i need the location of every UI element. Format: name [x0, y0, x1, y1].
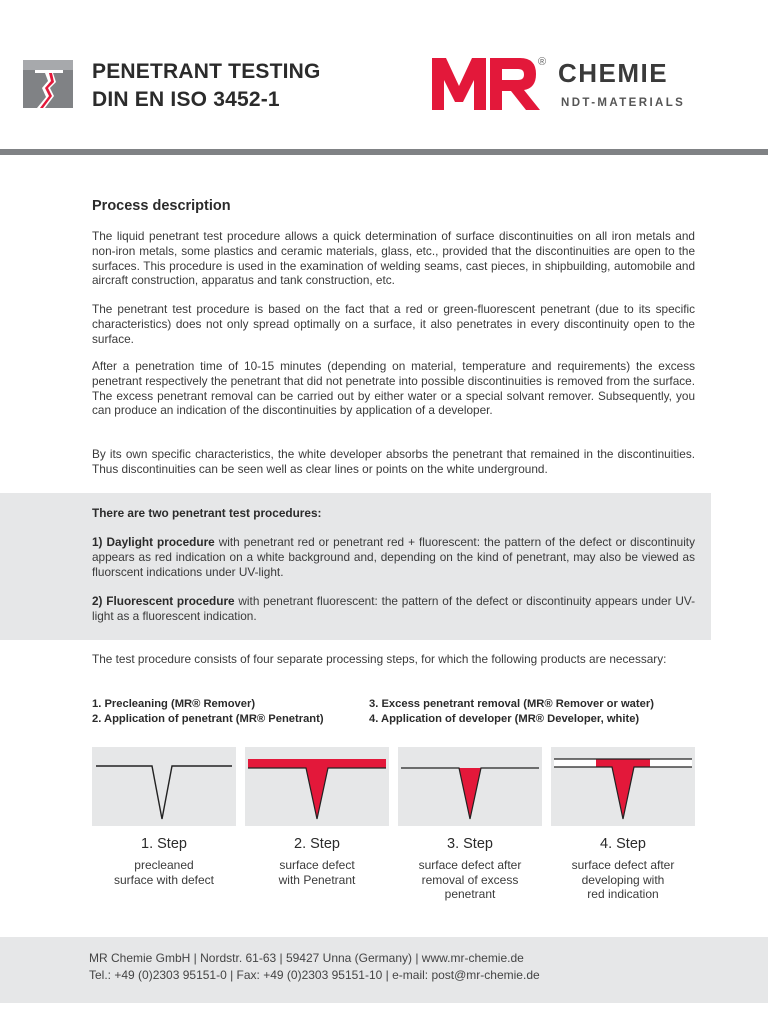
- daylight-label: 1) Daylight procedure: [92, 535, 215, 549]
- fluorescent-procedure: [92, 594, 695, 624]
- step-2-diagram: [245, 747, 389, 826]
- step-4-title: 4. Step: [600, 836, 646, 852]
- product-item-2: 2. Application of penetrant (MR® Penetrant): [92, 712, 324, 725]
- registered-mark: ®: [538, 56, 547, 68]
- title-line-2: DIN EN ISO 3452-1: [92, 88, 280, 111]
- product-item-4: 4. Application of developer (MR® Developer, white): [369, 712, 640, 725]
- mr-logo-mark-icon: [432, 56, 542, 110]
- process-paragraph-4: By its own specific characteristics, the white developer absorbs the penetrant that remained in the discontinuities. Thus discontinuities can be seen well as clear lines or points on the white underground.: [92, 447, 695, 476]
- brand-chemie: CHEMIE: [558, 58, 669, 88]
- penetrant-applied-icon: [245, 747, 389, 826]
- product-item-1: 1. Precleaning (MR® Remover): [92, 698, 256, 710]
- fluorescent-label: 2) Fluorescent procedure: [92, 594, 235, 608]
- step-4-desc-line: developing with: [581, 872, 665, 887]
- step-1-desc-line: surface with defect: [113, 872, 215, 887]
- footer: [0, 937, 768, 1003]
- step-3-diagram: [398, 747, 542, 826]
- excess-removed-icon: [398, 747, 542, 826]
- header-divider: [0, 149, 768, 155]
- daylight-text: with penetrant red or penetrant red + fluorescent: the pattern of the defect or discontinuity appears as red indication on a white background and, depending on the kind of penetrant, may also be viewed as fluorscent indications under UV-light.: [92, 535, 695, 579]
- step-2-desc-line: surface defect: [279, 858, 355, 872]
- step-4-desc-line: surface defect after: [571, 858, 675, 872]
- step-3-desc-line: removal of excess: [421, 872, 519, 887]
- title-line-1: PENETRANT TESTING: [92, 60, 321, 83]
- step-4-diagram: [551, 747, 695, 826]
- step-3-desc-line: surface defect after: [418, 858, 522, 872]
- daylight-procedure: [92, 535, 695, 579]
- brand-subtitle: NDT-MATERIALS: [561, 97, 686, 109]
- process-heading: Process description: [92, 198, 231, 214]
- footer-address: MR Chemie GmbH | Nordstr. 61-63 | 59427 Unna (Germany) | www.mr-chemie.de: [89, 951, 524, 965]
- process-paragraph-2: The penetrant test procedure is based on the fact that a red or green-fluorescent penetrant (due to its specific characteristics) does not only spread optimally on a surface, it also penetrates in every discontinuity open to the surface.: [92, 302, 695, 346]
- step-3-title: 3. Step: [447, 836, 493, 852]
- process-paragraph-3: After a penetration time of 10-15 minutes (depending on material, temperature and requirements) the excess penetrant respectively the penetrant that did not penetrate into possible discontinuities is removed from the surface. The excess penetrant removal can be carried out by either water or a special solvant remover. Subsequently, you can produce an indication of the discontinuities by application of a developer.: [92, 359, 695, 418]
- steps-intro: The test procedure consists of four separate processing steps, for which the following products are necessary:: [92, 652, 667, 666]
- product-list-right: [369, 697, 654, 726]
- procedures-heading: There are two penetrant test procedures:: [92, 506, 322, 520]
- step-3-description: [398, 858, 542, 902]
- step-2-description: [245, 858, 389, 887]
- process-paragraph-1: The liquid penetrant test procedure allows a quick determination of surface discontinuities on all iron metals and non-iron metals, some plastics and ceramic materials, glass, etc., provided that the discontinuities are open to the surfaces. This procedure is used in the examination of welding seams, cast pieces, in shipbuilding, automobile and aircraft construction, apparatus and tank construction, etc.: [92, 229, 695, 288]
- step-1-description: [92, 858, 236, 887]
- step-4-description: [551, 858, 695, 902]
- document-title: [92, 58, 321, 114]
- precleaned-defect-icon: [92, 747, 236, 826]
- step-1-desc-line: precleaned: [134, 858, 194, 872]
- step-2-desc-line: with Penetrant: [278, 872, 356, 887]
- footer-contact: Tel.: +49 (0)2303 95151-0 | Fax: +49 (0)2303 95151-10 | e-mail: post@mr-chemie.de: [89, 968, 540, 982]
- step-2-title: 2. Step: [294, 836, 340, 852]
- step-1-diagram: [92, 747, 236, 826]
- penetrant-testing-logo-icon: [23, 60, 73, 108]
- product-item-3: 3. Excess penetrant removal (MR® Remover or water): [369, 698, 654, 710]
- step-4-desc-line: red indication: [587, 887, 659, 901]
- step-1-title: 1. Step: [141, 836, 187, 852]
- developer-indication-icon: [551, 747, 695, 826]
- mr-chemie-logo: [432, 56, 702, 116]
- step-3-desc-line: penetrant: [444, 887, 496, 901]
- product-list-left: [92, 697, 324, 726]
- fluorescent-text: with penetrant fluorescent: the pattern of the defect or discontinuity appears under UV-light as a fluorescent indication.: [92, 594, 696, 623]
